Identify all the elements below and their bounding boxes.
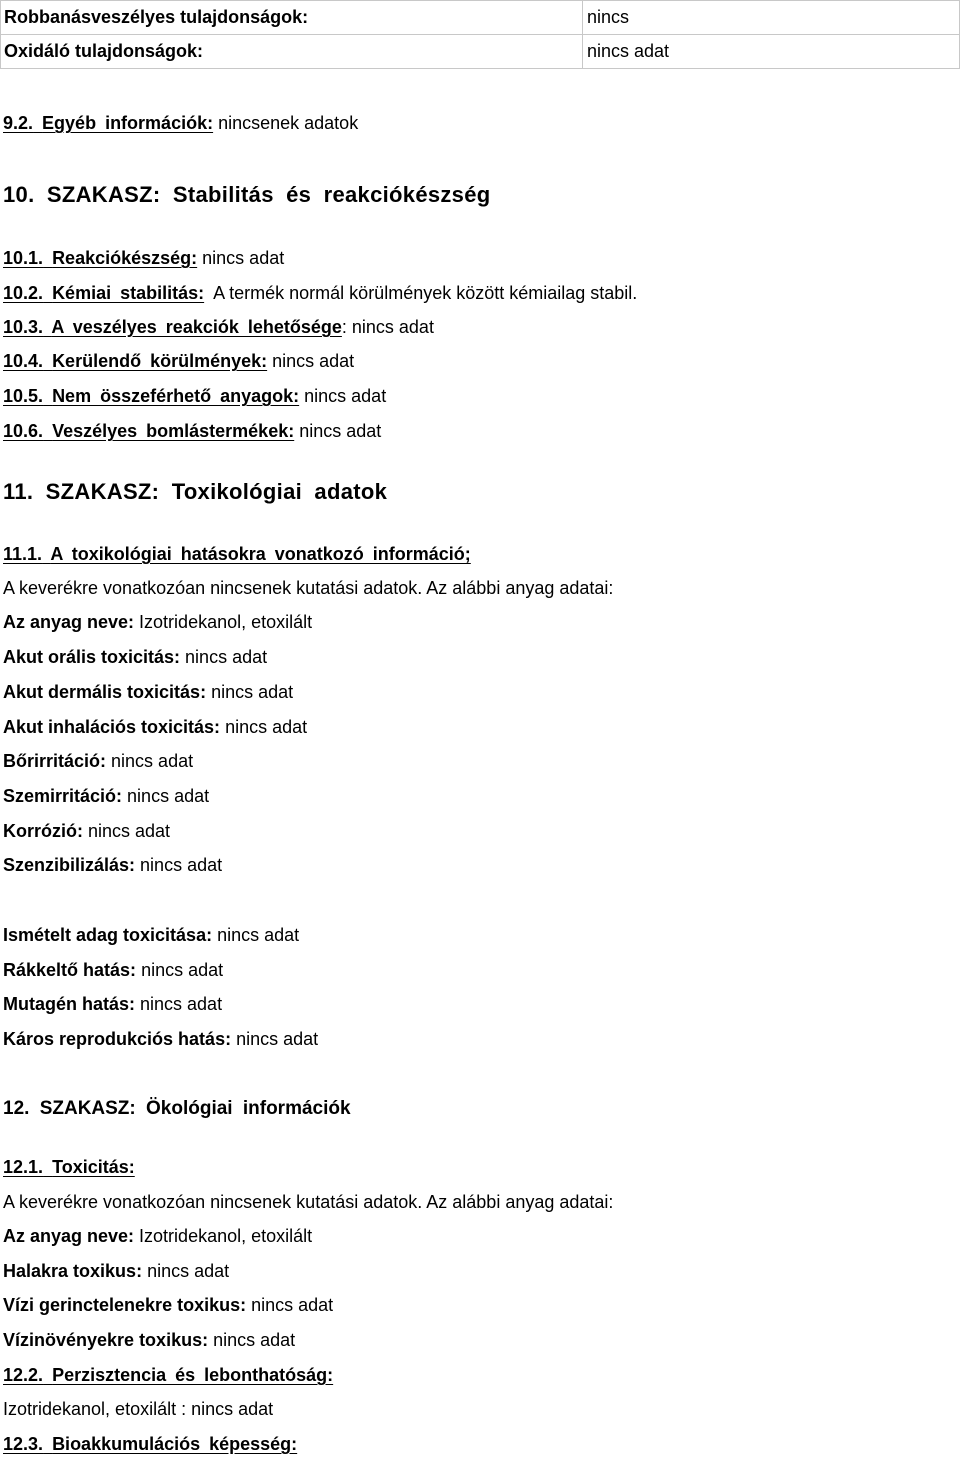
subsection-12-3: 12.3. Bioakkumulációs képesség:	[3, 1434, 298, 1454]
subsection-12-2: 12.2. Perzisztencia és lebonthatóság:	[3, 1365, 334, 1385]
subsection-10-2: 10.2. Kémiai stabilitás: A termék normál körülmények között kémiailag stabil.	[3, 283, 638, 303]
tox-line: Akut dermális toxicitás: nincs adat	[3, 682, 294, 702]
tox-line: Szenzibilizálás: nincs adat	[3, 855, 223, 875]
subsection-12-1: 12.1. Toxicitás:	[3, 1157, 135, 1177]
tox-line: Korrózió: nincs adat	[3, 821, 171, 841]
tox-line: Az anyag neve: Izotridekanol, etoxilált	[3, 612, 313, 632]
section-10-title: 10. SZAKASZ: Stabilitás és reakciókészség	[3, 182, 491, 207]
subsection-9-2	[3, 113, 358, 134]
table-row	[1, 1, 960, 35]
property-value: nincs	[583, 1, 960, 35]
tox-line: Rákkeltő hatás: nincs adat	[3, 960, 224, 980]
subsection-label: Egyéb információk:	[42, 113, 214, 133]
eco-line: Vízi gerinctelenekre toxikus: nincs adat	[3, 1295, 334, 1315]
subsection-number: 9.2.	[3, 113, 34, 133]
eco-line: Halakra toxikus: nincs adat	[3, 1261, 230, 1281]
persistence-text: Izotridekanol, etoxilált : nincs adat	[3, 1399, 274, 1419]
tox-line: Ismételt adag toxicitása: nincs adat	[3, 925, 300, 945]
tox-line: Akut inhalációs toxicitás: nincs adat	[3, 717, 308, 737]
intro-text: A keverékre vonatkozóan nincsenek kutatási adatok. Az alábbi anyag adatai:	[3, 578, 614, 598]
intro-text: A keverékre vonatkozóan nincsenek kutatási adatok. Az alábbi anyag adatai:	[3, 1192, 614, 1212]
eco-line: Az anyag neve: Izotridekanol, etoxilált	[3, 1226, 313, 1246]
tox-line: Akut orális toxicitás: nincs adat	[3, 647, 268, 667]
tox-line: Mutagén hatás: nincs adat	[3, 994, 223, 1014]
subsection-10-6: 10.6. Veszélyes bomlástermékek: nincs adat	[3, 421, 382, 441]
section-11-title: 11. SZAKASZ: Toxikológiai adatok	[3, 479, 388, 504]
subsection-value: nincsenek adatok	[213, 113, 359, 133]
tox-line: Káros reprodukciós hatás: nincs adat	[3, 1029, 319, 1049]
property-label: Oxidáló tulajdonságok:	[1, 35, 583, 69]
tox-line: Bőrirritáció: nincs adat	[3, 751, 194, 771]
subsection-10-1: 10.1. Reakciókészség: nincs adat	[3, 248, 285, 268]
tox-line: Szemirritáció: nincs adat	[3, 786, 210, 806]
subsection-10-5: 10.5. Nem összeférhető anyagok: nincs adat	[3, 386, 387, 406]
eco-line: Vízinövényekre toxikus: nincs adat	[3, 1330, 296, 1350]
subsection-10-4: 10.4. Kerülendő körülmények: nincs adat	[3, 351, 355, 371]
subsection-10-3: 10.3. A veszélyes reakciók lehetősége: nincs adat	[3, 317, 434, 337]
section-12-title: 12. SZAKASZ: Ökológiai információk	[3, 1098, 351, 1119]
property-value: nincs adat	[583, 35, 960, 69]
properties-table	[0, 0, 960, 69]
table-row	[1, 35, 960, 69]
property-label: Robbanásveszélyes tulajdonságok:	[1, 1, 583, 35]
subsection-11-1: 11.1. A toxikológiai hatásokra vonatkozó információ;	[3, 544, 471, 564]
